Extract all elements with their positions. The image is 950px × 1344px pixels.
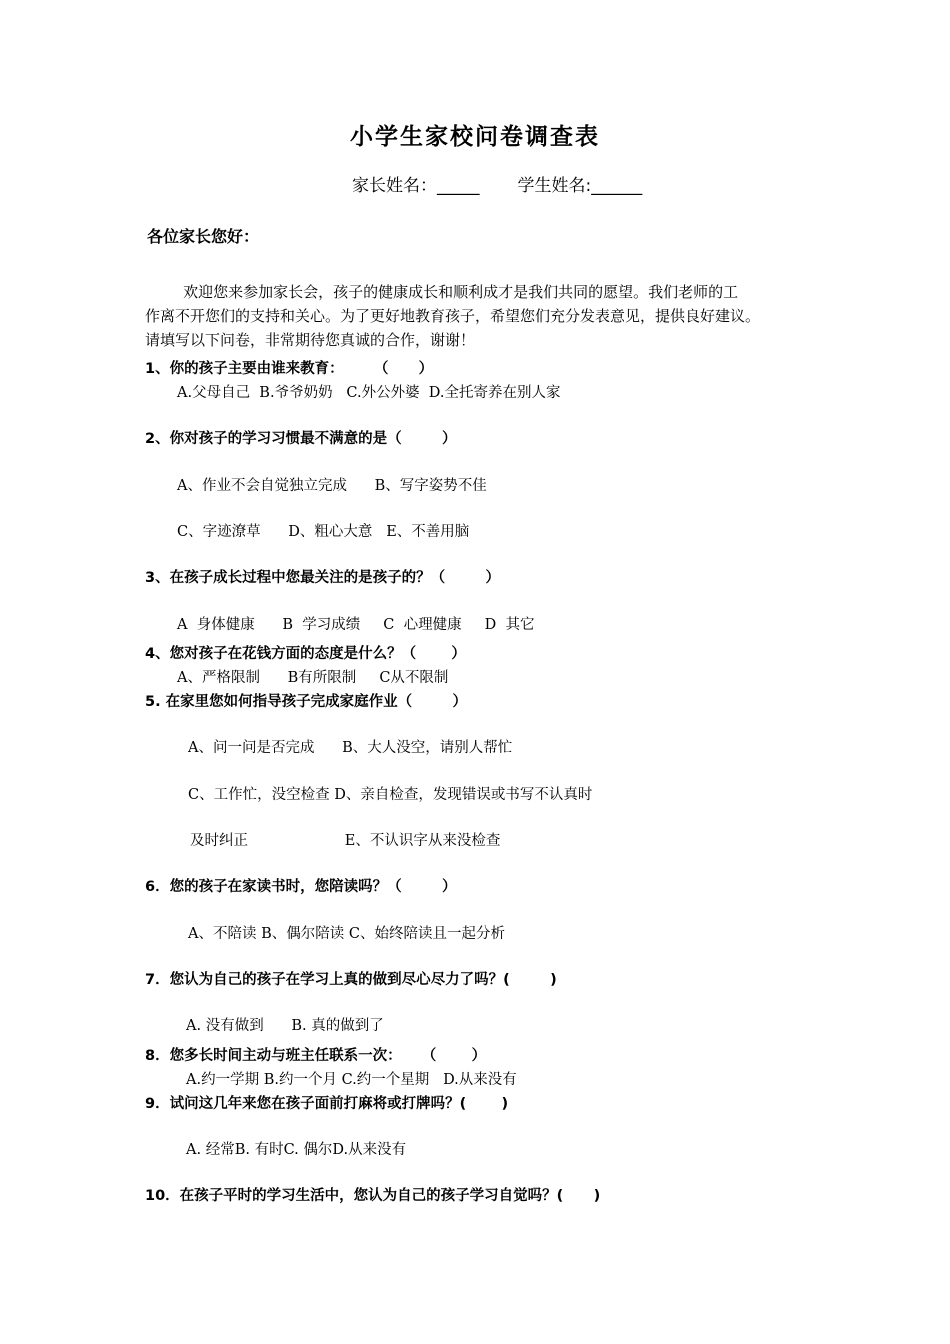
question-6: 6．您的孩子在家读书时，您陪读吗？（ ） [145,879,457,895]
question-8-options[interactable]: A.约一学期 B.约一个月 C.约一个星期 D.从来没有 [186,1072,517,1088]
question-9: 9．试问这几年来您在孩子面前打麻将或打牌吗？( ) [145,1096,509,1112]
question-2-options[interactable]: A、作业不会自觉独立完成 B、写字姿势不佳 [177,478,487,494]
parent-name-field[interactable]: 家长姓名：_____ [352,176,480,196]
question-7: 7．您认为自己的孩子在学习上真的做到尽心尽力了吗？( ) [145,972,557,988]
question-5: 5. 在家里您如何指导孩子完成家庭作业（ ） [145,694,468,710]
question-1: 1、你的孩子主要由谁来教育： （ ） [145,361,434,377]
intro-line: 请填写以下问卷，非常期待您真诚的合作，谢谢！ [145,331,476,349]
question-2-options[interactable]: C、字迹潦草 D、粗心大意 E、不善用脑 [177,524,470,540]
page-title: 小学生家校问卷调查表 [350,124,600,150]
question-4: 4、您对孩子在花钱方面的态度是什么？（ ） [145,646,466,662]
intro-line: 作离不开您们的支持和关心。为了更好地教育孩子，希望您们充分发表意见，提供良好建议。 [145,307,761,325]
question-5-options[interactable]: 及时纠正 E、不认识字从来没检查 [190,833,501,849]
question-5-options[interactable]: A、问一问是否完成 B、大人没空，请别人帮忙 [188,740,513,756]
question-4-options[interactable]: A、严格限制 B有所限制 C从不限制 [177,670,449,686]
question-10: 10．在孩子平时的学习生活中，您认为自己的孩子学习自觉吗？( ) [145,1188,601,1204]
question-3-options[interactable]: A 身体健康 B 学习成绩 C 心理健康 D 其它 [177,617,535,633]
question-8: 8．您多长时间主动与班主任联系一次： （ ） [145,1048,487,1064]
question-7-options[interactable]: A. 没有做到 B. 真的做到了 [186,1018,384,1034]
student-name-field[interactable]: 学生姓名:______ [517,176,643,196]
question-1-options[interactable]: A.父母自己 B.爷爷奶奶 C.外公外婆 D.全托寄养在别人家 [177,385,561,401]
question-2: 2、你对孩子的学习习惯最不满意的是（ ） [145,431,457,447]
question-9-options[interactable]: A. 经常B. 有时C. 偶尔D.从来没有 [186,1142,407,1158]
greeting: 各位家长您好： [147,227,260,246]
question-3: 3、在孩子成长过程中您最关注的是孩子的？（ ） [145,570,500,586]
question-6-options[interactable]: A、不陪读 B、偶尔陪读 C、始终陪读且一起分析 [188,926,505,942]
intro-line: 欢迎您来参加家长会，孩子的健康成长和顺利成才是我们共同的愿望。我们老师的工 [145,283,739,301]
question-5-options[interactable]: C、工作忙，没空检查 D、亲自检查，发现错误或书写不认真时 [188,787,593,803]
name-fields [352,178,642,195]
